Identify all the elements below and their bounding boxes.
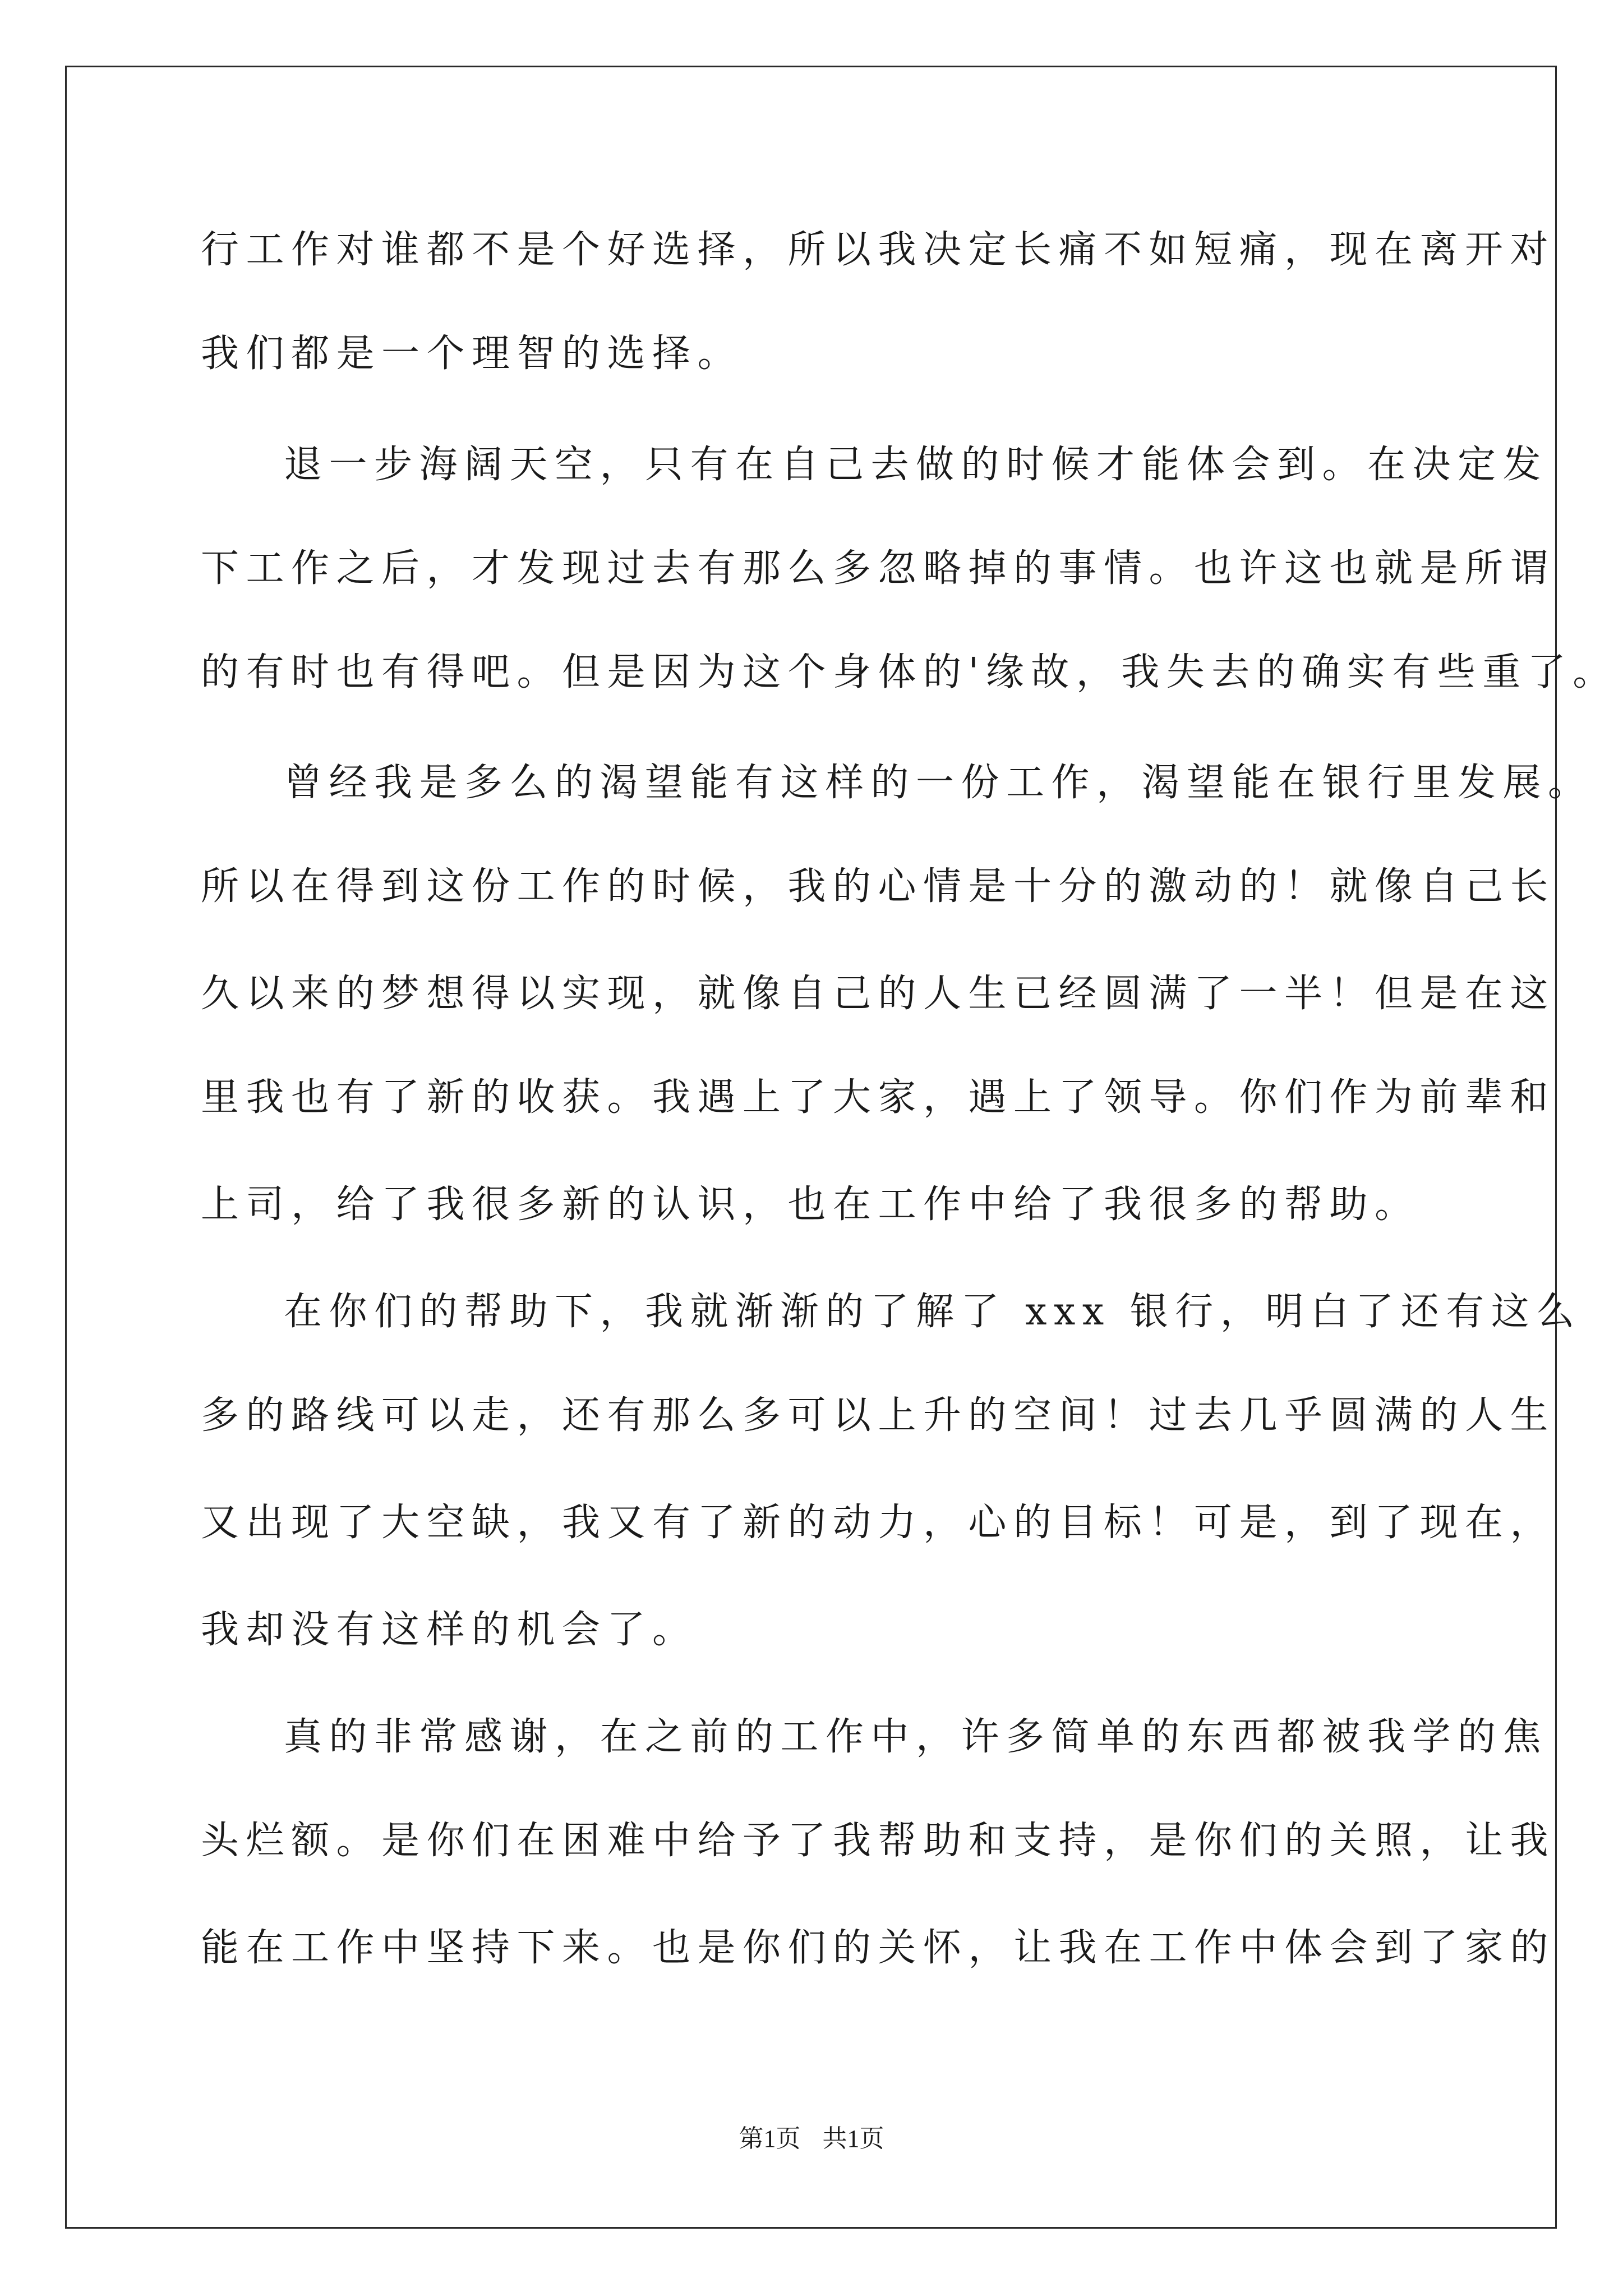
page-number-total: 共1页 xyxy=(822,2125,884,2152)
text-line: 我却没有这样的机会了。 xyxy=(201,1608,698,1652)
text-line: 的有时也有得吧。但是因为这个身体的'缘故，我失去的确实有些重了。 xyxy=(201,650,1618,694)
text-line: 久以来的梦想得以实现，就像自己的人生已经圆满了一半！但是在这 xyxy=(201,972,1556,1016)
text-line: 曾经我是多么的渴望能有这样的一份工作，渴望能在银行里发展。 xyxy=(284,761,1593,805)
text-line: 行工作对谁都不是个好选择，所以我决定长痛不如短痛，现在离开对 xyxy=(201,228,1556,272)
text-line: 又出现了大空缺，我又有了新的动力，心的目标！可是，到了现在， xyxy=(201,1501,1556,1545)
text-line: 多的路线可以走，还有那么多可以上升的空间！过去几乎圆满的人生 xyxy=(201,1393,1556,1438)
text-line: 退一步海阔天空，只有在自己去做的时候才能体会到。在决定发 xyxy=(284,443,1548,487)
text-line: 头烂额。是你们在困难中给予了我帮助和支持，是你们的关照，让我 xyxy=(201,1819,1556,1863)
text-line: 在你们的帮助下，我就渐渐的了解了 xxx 银行，明白了还有这么 xyxy=(284,1290,1581,1334)
page-border xyxy=(65,66,1557,2229)
text-line: 我们都是一个理智的选择。 xyxy=(201,332,743,376)
text-line: 所以在得到这份工作的时候，我的心情是十分的激动的！就像自己长 xyxy=(201,864,1556,909)
text-line: 下工作之后，才发现过去有那么多忽略掉的事情。也许这也就是所谓 xyxy=(201,546,1556,591)
text-line: 能在工作中坚持下来。也是你们的关怀，让我在工作中体会到了家的 xyxy=(201,1926,1556,1970)
page-footer xyxy=(0,2127,1623,2151)
text-line: 真的非常感谢，在之前的工作中，许多简单的东西都被我学的焦 xyxy=(284,1715,1548,1759)
text-line: 里我也有了新的收获。我遇上了大家，遇上了领导。你们作为前辈和 xyxy=(201,1075,1556,1120)
page-number-current: 第1页 xyxy=(739,2125,801,2152)
text-line: 上司，给了我很多新的认识，也在工作中给了我很多的帮助。 xyxy=(201,1182,1420,1227)
